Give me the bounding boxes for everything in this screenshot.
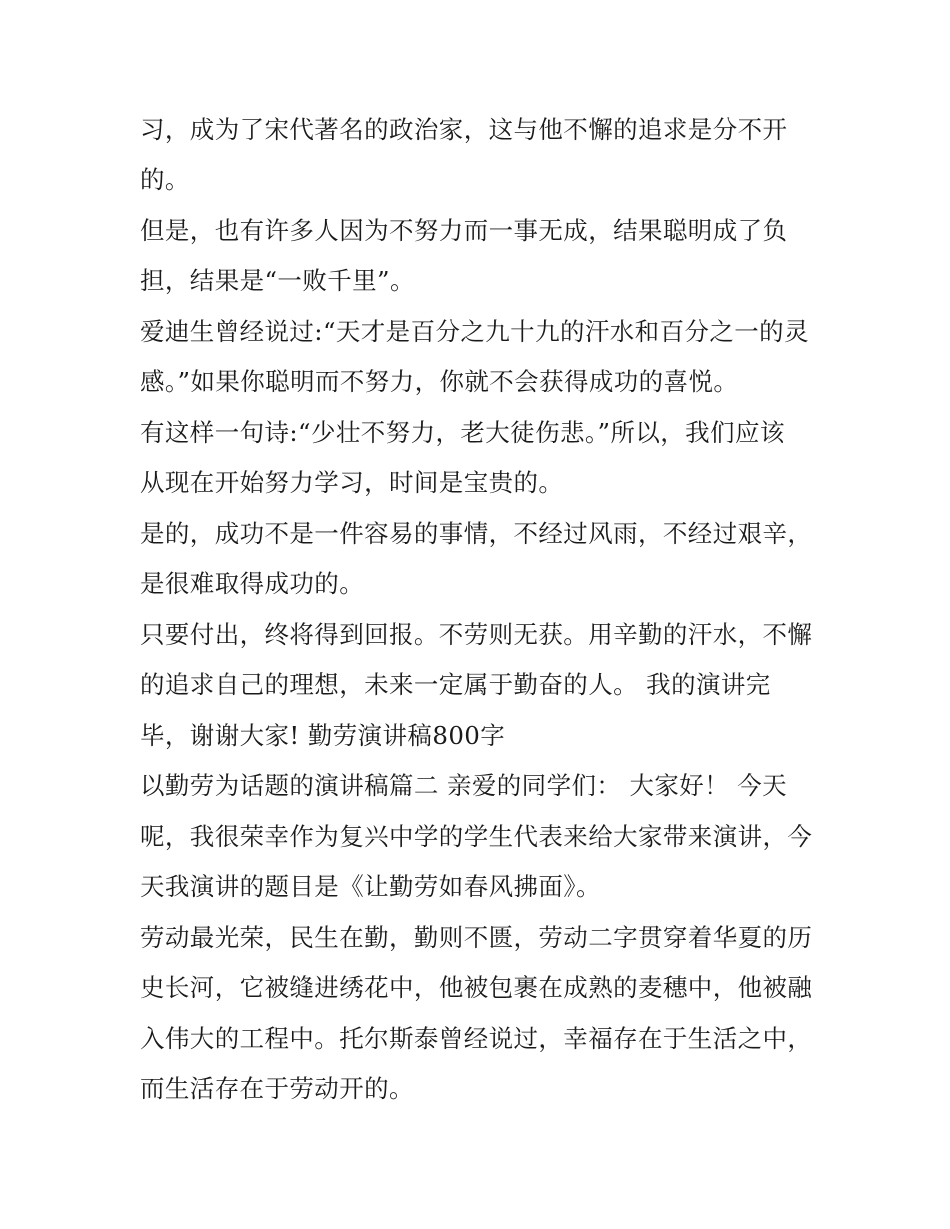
text-line-5: 爱迪生曾经说过:“天才是百分之九十九的汗水和百分之一的灵 <box>140 317 809 346</box>
text-line-11: 只要付出，终将得到回报。不劳则无获。用辛勤的汗水，不懈 <box>140 620 813 649</box>
text-line-6: 感。”如果你聪明而不努力，你就不会获得成功的喜悦。 <box>140 367 739 396</box>
text-line-12: 的追求自己的理想，未来一定属于勤奋的人。 我的演讲完 <box>140 670 771 699</box>
text-line-14: 以勤劳为话题的演讲稿篇二 亲爱的同学们： 大家好！ 今天 <box>140 771 788 800</box>
text-line-10: 是很难取得成功的。 <box>140 569 365 598</box>
text-line-9: 是的，成功不是一件容易的事情，不经过风雨，不经过艰辛， <box>140 519 813 548</box>
text-line-1: 习，成为了宋代著名的政治家，这与他不懈的追求是分不开 <box>140 115 788 144</box>
text-line-2: 的。 <box>140 165 190 194</box>
text-line-7: 有这样一句诗:“少壮不努力，老大徒伤悲。”所以，我们应该 <box>140 418 785 447</box>
text-line-16: 天我演讲的题目是《让勤劳如春风拂面》。 <box>140 872 601 901</box>
text-line-3: 但是，也有许多人因为不努力而一事无成，结果聪明成了负 <box>140 216 788 245</box>
text-line-19: 入伟大的工程中。托尔斯泰曾经说过，幸福存在于生活之中， <box>140 1024 813 1053</box>
text-line-17: 劳动最光荣，民生在勤，勤则不匮，劳动二字贯穿着华夏的历 <box>140 923 813 952</box>
text-line-15: 呢，我很荣幸作为复兴中学的学生代表来给大家带来演讲，今 <box>140 822 813 851</box>
text-line-20: 而生活存在于劳动开的。 <box>140 1074 414 1103</box>
text-line-4: 担，结果是“一败千里”。 <box>140 266 415 295</box>
text-line-13: 毕，谢谢大家! 勤劳演讲稿800字 <box>140 721 506 750</box>
text-line-18: 史长河，它被缝进绣花中，他被包裹在成熟的麦穗中，他被融 <box>140 973 813 1002</box>
text-line-8: 从现在开始努力学习，时间是宝贵的。 <box>140 468 564 497</box>
